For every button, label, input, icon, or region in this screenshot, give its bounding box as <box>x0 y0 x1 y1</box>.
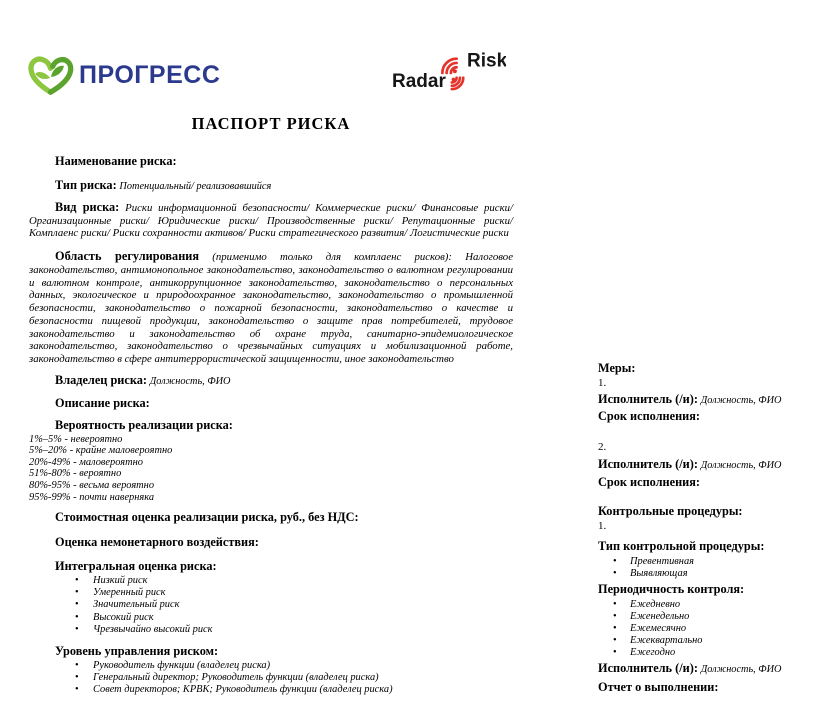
control-type-option: • Превентивная <box>598 556 835 568</box>
progress-heart-icon <box>28 54 74 96</box>
probability-scale-item: 95%-99% - почти наверняка <box>29 491 155 503</box>
control-frequency-option: • Ежедневно <box>598 599 835 611</box>
probability-scale-item: 20%-49% - маловероятно <box>29 456 143 468</box>
risk-kind-field <box>29 201 513 240</box>
executor-label: Исполнитель (/и): <box>598 660 698 675</box>
radar-dot-lower <box>452 78 456 82</box>
report-field <box>598 680 835 696</box>
probability-scale-item: 5%–20% - крайне маловероятно <box>29 445 173 457</box>
cost-estimate-label: Стоимостная оценка реализации риска, руб., без НДС: <box>55 510 359 525</box>
risk-owner-field <box>29 374 513 388</box>
control-frequency-list <box>598 599 835 659</box>
management-level-list <box>29 660 513 697</box>
management-level-option: • Генеральный директор; Руководитель функции (владелец риска) <box>29 672 513 684</box>
report-label: Отчет о выполнении: <box>598 679 719 694</box>
measure-1-executor-field <box>598 392 835 408</box>
radar-wordmark: Radar <box>392 71 446 93</box>
management-level-option: • Руководитель функции (владелец риска) <box>29 660 513 672</box>
risk-type-value: Потенциальный/ реализовавшийся <box>119 180 272 192</box>
regulation-note: (применимо только для комплаенс рисков): <box>212 251 452 264</box>
control-type-option: • Выявляющая <box>598 568 835 580</box>
executor-value: Должность, ФИО <box>700 459 782 471</box>
main-column <box>29 150 513 696</box>
management-level-field <box>29 645 513 659</box>
management-level-label: Уровень управления риском: <box>55 643 219 658</box>
deadline-label: Срок исполнения: <box>598 409 701 424</box>
risk-description-label: Описание риска: <box>55 395 150 410</box>
regulation-label: Область регулирования <box>55 249 200 264</box>
control-frequency-label: Периодичность контроля: <box>598 581 745 596</box>
regulation-value: Налоговое законодательство, антимонопольное законодательство, законодательство о валютном регулировании и валютном контроле, антикоррупционное законодательство, законодательство о персональных данных, экологическое и природоохранное законодательство, законодательство о промышленной безопасности, законодательство о пожарной безопасности, законодательство о качестве и безопасности пищевой продукции, законодательство о защите прав потребителей, трудовое законодательство и законодательство об охране труда, санитарно-эпидемиологическое законодательство, законодательство о чрезвычайных ситуациях и мобилизационной работе, законодательство в сфере антитеррористической защищенности, иное законодательство <box>29 251 513 366</box>
measure-1-deadline-field <box>598 409 835 425</box>
riskradar-logo-graphic <box>392 50 506 94</box>
nonmonetary-field <box>29 536 513 550</box>
measures-column <box>598 357 835 696</box>
risk-name-label: Наименование риска: <box>55 154 177 168</box>
risk-kind-label: Вид риска: <box>55 199 120 214</box>
risk-type-field <box>29 179 513 193</box>
measure-2-deadline-field <box>598 475 835 491</box>
riskradar-logo <box>392 50 506 99</box>
progress-logo-text: ПРОГРЕСС <box>79 60 221 89</box>
control-frequency-option: • Еженедельно <box>598 611 835 623</box>
control-type-list <box>598 556 835 580</box>
measure-2-executor-field <box>598 457 835 473</box>
risk-type-label: Тип риска: <box>55 177 117 192</box>
integral-option: • Высокий риск <box>29 612 513 624</box>
integral-option: • Чрезвычайно высокий риск <box>29 624 513 636</box>
risk-description-field <box>29 397 513 411</box>
risk-wordmark: Risk <box>467 50 506 72</box>
integral-option: • Значительный риск <box>29 599 513 611</box>
control-executor-field <box>598 661 835 677</box>
integral-option: • Умеренный риск <box>29 587 513 599</box>
control-frequency-option: • Ежегодно <box>598 647 835 659</box>
management-level-option: • Совет директоров; КРВК; Руководитель функции (владелец риска) <box>29 684 513 696</box>
measure-1-number: 1. <box>598 376 607 389</box>
risk-owner-value: Должность, ФИО <box>149 375 231 387</box>
regulation-field <box>29 250 513 366</box>
measures-section-label: Меры: <box>598 361 636 375</box>
executor-value: Должность, ФИО <box>700 394 782 406</box>
probability-scale-list <box>29 434 513 504</box>
control-type-label: Тип контрольной процедуры: <box>598 538 765 553</box>
integral-rating-list <box>29 575 513 636</box>
deadline-label: Срок исполнения: <box>598 474 701 489</box>
risk-kind-value: Риски информационной безопасности/ Коммерческие риски/ Финансовые риски/ Организационные риски/ Юридические риски/ Производственные риски/ Репутационные риски/ Комплаенс риски/ Риски сохранности активов/ Риски стратегического развития/ Логистические риски <box>29 201 514 240</box>
measure-2-number: 2. <box>598 441 607 454</box>
probability-scale-item: 1%–5% - невероятно <box>29 433 123 445</box>
probability-field <box>29 419 513 433</box>
risk-owner-label: Владелец риска: <box>55 372 147 387</box>
control-procedures-label: Контрольные процедуры: <box>598 504 743 519</box>
risk-name-field <box>29 155 513 169</box>
executor-value: Должность, ФИО <box>700 663 782 675</box>
nonmonetary-label: Оценка немонетарного воздействия: <box>55 535 259 550</box>
probability-label: Вероятность реализации риска: <box>55 417 233 432</box>
integral-option: • Низкий риск <box>29 575 513 587</box>
integral-rating-label: Интегральная оценка риска: <box>55 559 217 574</box>
integral-rating-field <box>29 560 513 574</box>
executor-label: Исполнитель (/и): <box>598 391 698 406</box>
probability-scale-item: 51%-80% - вероятно <box>29 468 122 480</box>
progress-logo <box>28 54 220 96</box>
control-procedure-number: 1. <box>598 520 607 533</box>
executor-label: Исполнитель (/и): <box>598 456 698 471</box>
page-title: ПАСПОРТ РИСКА <box>191 114 351 133</box>
control-frequency-option: • Ежемесячно <box>598 623 835 635</box>
control-frequency-option: • Ежеквартально <box>598 635 835 647</box>
radar-dot-upper <box>453 69 457 73</box>
probability-scale-item: 80%-95% - весьма вероятно <box>29 480 155 492</box>
cost-estimate-field <box>29 511 513 525</box>
